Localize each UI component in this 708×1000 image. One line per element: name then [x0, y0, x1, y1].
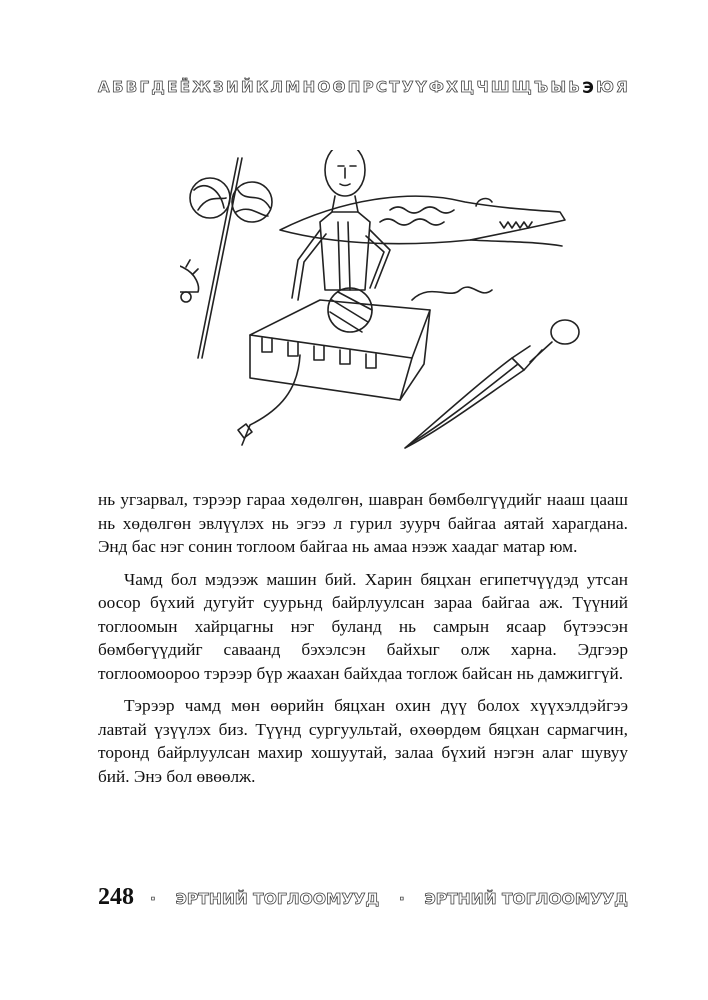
balls-on-stick-toy [190, 158, 272, 358]
alphabet-letter: Э [582, 77, 594, 97]
alphabet-letter: Х [446, 78, 458, 96]
paragraph-1: нь угзарвал, тэрээр гараа хөдөлгөн, шавран бөмбөлгүүдийг нааш цааш нь хөдөлгөн эвлүүлэх нь эгээ л гурил зуурч байгаа аятай харагдана. Энд бас нэг сонин тоглоом байгаа нь амаа нээж хаадаг матар юм. [98, 490, 628, 556]
dagger-item [405, 320, 579, 448]
alphabet-letter: Ё [179, 78, 190, 96]
alphabet-letter: Г [139, 78, 150, 96]
paragraph-3: Тэрээр чамд мөн өөрийн бяцхан охин дүү болох хүүхэлдэйгээ лавтай үзүүлэх биз. Түүнд сургуультай, өхөөрдөм бяцхан сармагчин, торонд байрлуулсан махир хошуутай, залаа бүхий нэгэн алаг шувуу бий. Энэ бол өвөөлж. [98, 696, 628, 786]
alphabet-letter: Ө [332, 78, 346, 96]
alphabet-letter: Ү [415, 78, 427, 96]
hedgehog-on-wheels-toy [180, 254, 198, 302]
alphabet-letter: А [98, 78, 110, 96]
alphabet-letter: Я [616, 78, 628, 96]
alphabet-letter: О [317, 78, 331, 96]
alphabet-letter: Ы [550, 78, 566, 96]
alphabet-letter: Т [389, 78, 400, 96]
alphabet-letter: К [255, 78, 269, 96]
alphabet-letter: В [125, 78, 138, 96]
alphabet-header [98, 76, 628, 98]
page-number: 248 [98, 884, 134, 910]
alphabet-letter: Л [270, 78, 283, 96]
alphabet-letter: Щ [511, 78, 532, 96]
alphabet-letter: У [401, 78, 414, 96]
alphabet-letter: Ш [490, 78, 510, 96]
paragraph-2: Чамд бол мэдээж машин бий. Харин бяцхан египетчүүдэд утсан оосор бүхий дугуйт суурьнд байрлуулсан зараа байгаа аж. Түүний тоглоомын хайрцагны нэг буланд нь самрын ясаар бүтээсэн бөмбөгүүдийг саваанд бэхэлсэн байхыг олж харна. Эдгээр тоглоомоороо тэрээр бүр жаахан байхдаа тоглож байсан нь дамжиггүй. [98, 569, 628, 683]
running-footer [150, 887, 628, 911]
alphabet-letter: Ь [568, 78, 580, 96]
alphabet-letter: Р [362, 78, 374, 96]
alphabet-letter: Д [151, 78, 165, 96]
running-title: ЭРТНИЙ ТОГЛООМУУД [175, 890, 380, 908]
alphabet-letter: Ц [460, 78, 475, 96]
alphabet-letter: Б [111, 78, 124, 96]
alphabet-letter: Ж [192, 78, 211, 96]
alphabet-letter: Ю [596, 78, 614, 96]
alphabet-letter: П [347, 78, 361, 96]
alphabet-letter: С [375, 78, 387, 96]
toy-box-base [238, 287, 492, 445]
footer-separator: · [150, 890, 156, 908]
ancient-toys-illustration [180, 150, 580, 450]
running-title: ЭРТНИЙ ТОГЛООМУУД [424, 890, 628, 908]
alphabet-letter: Ч [476, 78, 489, 96]
alphabet-letter: Е [167, 78, 178, 96]
alphabet-letter: Н [302, 78, 316, 96]
alphabet-letter: З [213, 78, 224, 96]
alphabet-letter: И [226, 78, 239, 96]
alphabet-letter: М [285, 78, 301, 96]
alphabet-letter: Й [240, 78, 254, 96]
alphabet-letter: Ъ [534, 78, 549, 96]
footer-separator: · [398, 890, 405, 908]
alphabet-letter: Ф [429, 78, 444, 96]
body-text [98, 488, 628, 797]
